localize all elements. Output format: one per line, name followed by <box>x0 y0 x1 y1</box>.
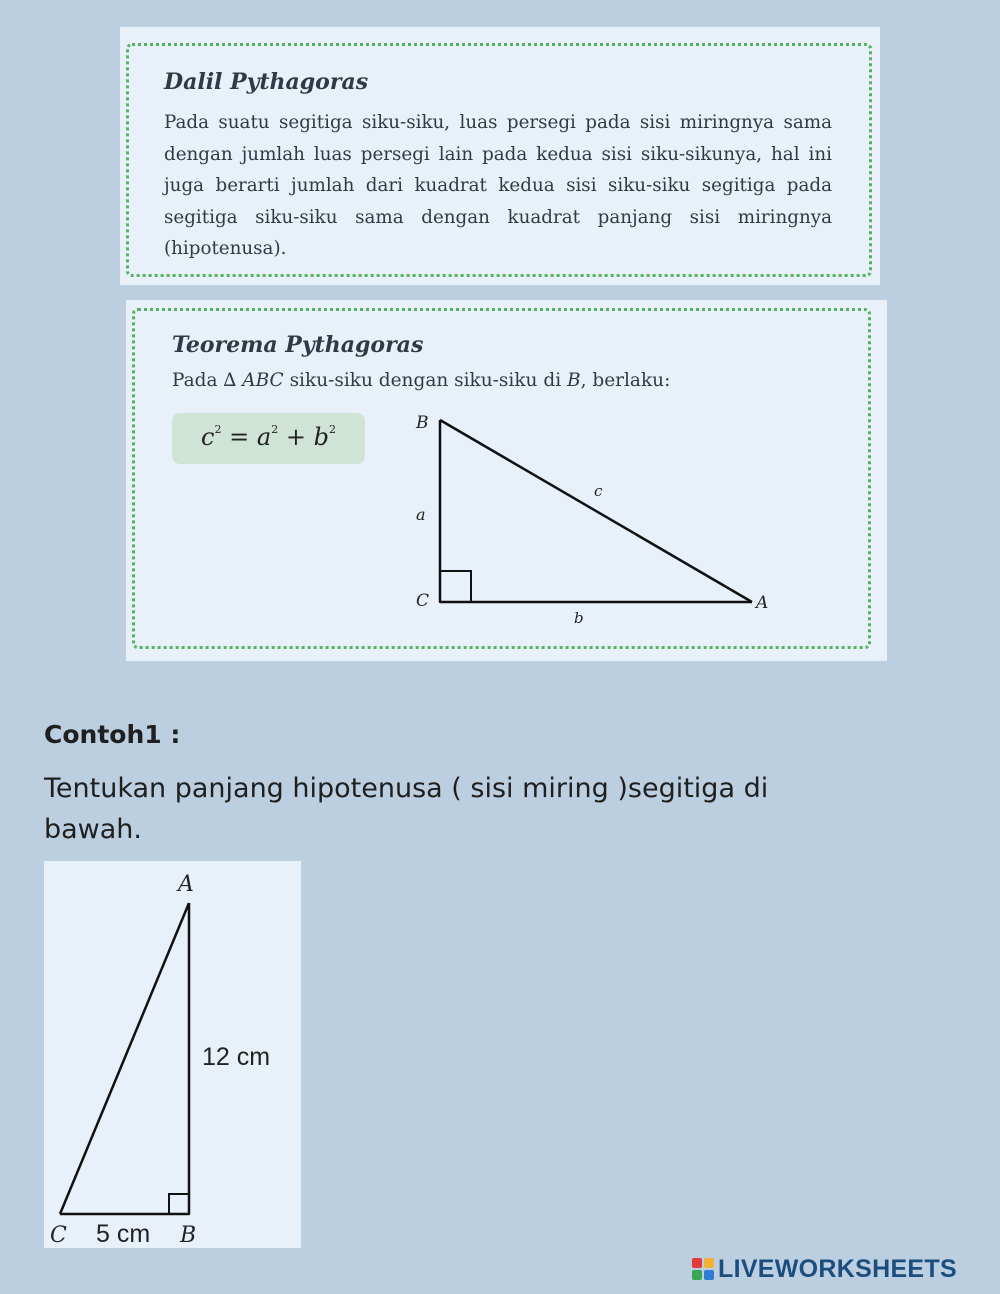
dalil-body-text: Pada suatu segitiga siku-siku, luas persegi pada sisi miringnya sama dengan jumlah luas persegi lain pada kedua sisi siku-sikunya, hal ini juga berarti jumlah dari kuadrat kedua sisi siku-siku segitiga pada segitiga siku-siku sama dengan kuadrat panjang sisi miringnya (hipotenusa). <box>164 112 832 259</box>
teorema-pythagoras-card <box>126 300 887 661</box>
formula-box <box>172 413 365 464</box>
formula-a: a <box>256 423 272 451</box>
statement-prefix: Pada ∆ <box>172 370 237 391</box>
theorem-triangle-figure <box>406 410 786 625</box>
formula-plus: + <box>278 423 314 451</box>
formula-exp: 2 <box>328 423 336 436</box>
hypotenuse-line <box>60 903 189 1214</box>
pythagoras-formula <box>172 423 365 451</box>
example-figure-card <box>44 861 301 1248</box>
dalil-pythagoras-card <box>120 27 880 285</box>
vertex-c-label: C <box>50 1223 67 1248</box>
formula-b: b <box>313 423 329 451</box>
side-b-label: b <box>574 609 584 625</box>
vertex-a-label: A <box>756 593 769 613</box>
vertex-c-label: C <box>416 591 430 611</box>
example-triangle-figure <box>44 861 301 1248</box>
formula-exp: 2 <box>214 423 222 436</box>
side-c-label: c <box>594 482 603 500</box>
side-a-label: a <box>416 505 426 524</box>
side-c-line <box>440 420 752 602</box>
teorema-title: Teorema Pythagoras <box>172 332 424 358</box>
example-heading: Contoh1 : <box>44 720 181 749</box>
formula-equals: = <box>221 423 257 451</box>
vertex-a-label: A <box>178 872 194 897</box>
statement-middle: siku-siku dengan siku-siku di <box>283 370 567 391</box>
liveworksheets-brand <box>692 1253 957 1285</box>
formula-c: c <box>201 423 215 451</box>
liveworksheets-logo-icon <box>692 1258 714 1280</box>
side-cb-label: 5 cm <box>96 1220 151 1248</box>
side-ab-label: 12 cm <box>202 1043 271 1071</box>
statement-vertex: B <box>567 370 581 391</box>
statement-suffix: , berlaku: <box>580 370 671 391</box>
dalil-title: Dalil Pythagoras <box>164 69 369 95</box>
right-angle-marker <box>169 1194 189 1214</box>
example-question: Tentukan panjang hipotenusa ( sisi miring )segitiga di bawah. <box>44 773 769 845</box>
brand-name: LIVEWORKSHEETS <box>718 1254 957 1283</box>
vertex-b-label: B <box>180 1223 197 1248</box>
formula-exp: 2 <box>271 423 279 436</box>
teorema-statement <box>172 370 670 391</box>
statement-triangle: ABC <box>242 370 284 391</box>
vertex-b-label: B <box>416 413 429 433</box>
right-angle-marker <box>440 571 471 602</box>
